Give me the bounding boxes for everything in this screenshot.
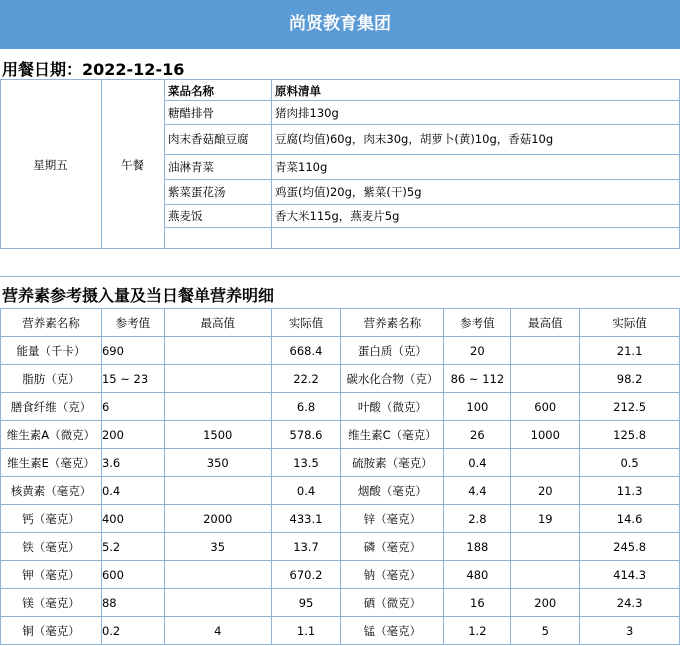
reference-value: 188 — [444, 533, 511, 561]
day-of-week: 星期五 — [33, 158, 68, 172]
nutrient-name: 能量（千卡） — [1, 337, 102, 365]
divider — [0, 248, 680, 249]
max-value: 2000 — [164, 505, 271, 533]
max-value — [164, 365, 271, 393]
reference-value: 400 — [101, 505, 164, 533]
nutrient-name: 磷（毫克） — [341, 533, 444, 561]
reference-value: 0.4 — [101, 477, 164, 505]
max-value: 1000 — [511, 421, 580, 449]
max-value — [164, 561, 271, 589]
column-header: 最高值 — [511, 309, 580, 337]
actual-value: 578.6 — [271, 421, 341, 449]
divider — [164, 79, 165, 249]
divider — [0, 276, 680, 277]
actual-value: 0.5 — [580, 449, 680, 477]
reference-value: 4.4 — [444, 477, 511, 505]
divider — [164, 154, 680, 155]
actual-value: 668.4 — [271, 337, 341, 365]
page-header: 尚贤教育集团 — [0, 0, 680, 49]
ingredients-header: 原料清单 — [275, 84, 321, 98]
table-row — [1, 561, 680, 589]
max-value: 19 — [511, 505, 580, 533]
table-row — [1, 589, 680, 617]
actual-value: 212.5 — [580, 393, 680, 421]
max-value: 5 — [511, 617, 580, 645]
column-header: 实际值 — [271, 309, 341, 337]
max-value — [511, 533, 580, 561]
max-value: 200 — [511, 589, 580, 617]
actual-value: 6.8 — [271, 393, 341, 421]
actual-value: 1.1 — [271, 617, 341, 645]
reference-value: 20 — [444, 337, 511, 365]
actual-value: 670.2 — [271, 561, 341, 589]
table-row — [1, 365, 680, 393]
max-value: 35 — [164, 533, 271, 561]
reference-value: 3.6 — [101, 449, 164, 477]
actual-value: 24.3 — [580, 589, 680, 617]
reference-value: 200 — [101, 421, 164, 449]
nutrient-name: 维生素E（毫克） — [1, 449, 102, 477]
nutrient-name: 烟酸（毫克） — [341, 477, 444, 505]
nutrient-name: 铜（毫克） — [1, 617, 102, 645]
nutrient-name: 锌（毫克） — [341, 505, 444, 533]
actual-value: 13.7 — [271, 533, 341, 561]
reference-value: 26 — [444, 421, 511, 449]
actual-value: 125.8 — [580, 421, 680, 449]
reference-value: 0.2 — [101, 617, 164, 645]
max-value — [164, 337, 271, 365]
meal-type: 午餐 — [121, 158, 144, 172]
dish-ingredients: 香大米115g，燕麦片5g — [275, 209, 400, 223]
divider — [0, 79, 680, 80]
nutrient-name: 锰（毫克） — [341, 617, 444, 645]
reference-value: 16 — [444, 589, 511, 617]
dish-name: 肉末香菇酿豆腐 — [168, 132, 249, 146]
nutrient-name: 铁（毫克） — [1, 533, 102, 561]
actual-value: 11.3 — [580, 477, 680, 505]
nutrient-name: 硫胺素（毫克） — [341, 449, 444, 477]
actual-value: 433.1 — [271, 505, 341, 533]
dish-ingredients: 猪肉排130g — [275, 106, 339, 120]
reference-value: 100 — [444, 393, 511, 421]
reference-value: 690 — [101, 337, 164, 365]
actual-value: 13.5 — [271, 449, 341, 477]
column-header: 参考值 — [101, 309, 164, 337]
table-row — [1, 421, 680, 449]
table-row — [1, 337, 680, 365]
nutrient-name: 钾（毫克） — [1, 561, 102, 589]
divider — [164, 124, 680, 125]
max-value — [511, 449, 580, 477]
nutrient-name: 核黄素（毫克） — [1, 477, 102, 505]
max-value — [511, 337, 580, 365]
nutrient-name: 钙（毫克） — [1, 505, 102, 533]
nutrient-name: 镁（毫克） — [1, 589, 102, 617]
reference-value: 480 — [444, 561, 511, 589]
actual-value: 0.4 — [271, 477, 341, 505]
reference-value: 6 — [101, 393, 164, 421]
max-value: 1500 — [164, 421, 271, 449]
divider — [164, 204, 680, 205]
max-value: 350 — [164, 449, 271, 477]
dish-ingredients: 青菜110g — [275, 160, 328, 174]
actual-value: 98.2 — [580, 365, 680, 393]
nutrition-title: 营养素参考摄入量及当日餐单营养明细 — [2, 286, 275, 305]
divider — [164, 100, 680, 101]
actual-value: 22.2 — [271, 365, 341, 393]
actual-value: 245.8 — [580, 533, 680, 561]
dish-name: 紫菜蛋花汤 — [168, 185, 226, 199]
table-row — [1, 505, 680, 533]
max-value — [164, 589, 271, 617]
dish-name: 燕麦饭 — [168, 209, 203, 223]
nutrient-name: 蛋白质（克） — [341, 337, 444, 365]
nutrient-name: 维生素C（毫克） — [341, 421, 444, 449]
column-header: 最高值 — [164, 309, 271, 337]
column-header: 参考值 — [444, 309, 511, 337]
table-row — [1, 477, 680, 505]
max-value: 600 — [511, 393, 580, 421]
divider — [164, 179, 680, 180]
nutrition-table — [0, 308, 680, 645]
max-value — [511, 365, 580, 393]
column-header: 营养素名称 — [341, 309, 444, 337]
reference-value: 88 — [101, 589, 164, 617]
dish-ingredients: 鸡蛋(均值)20g，紫菜(干)5g — [275, 185, 422, 199]
actual-value: 95 — [271, 589, 341, 617]
table-row — [1, 617, 680, 645]
table-row — [1, 449, 680, 477]
reference-value: 0.4 — [444, 449, 511, 477]
reference-value: 15 ~ 23 — [101, 365, 164, 393]
reference-value: 86 ~ 112 — [444, 365, 511, 393]
max-value: 4 — [164, 617, 271, 645]
table-row — [1, 393, 680, 421]
nutrient-name: 脂肪（克） — [1, 365, 102, 393]
nutrient-name: 叶酸（微克） — [341, 393, 444, 421]
reference-value: 600 — [101, 561, 164, 589]
nutrient-name: 维生素A（微克） — [1, 421, 102, 449]
divider — [164, 227, 680, 228]
dish-name: 油淋青菜 — [168, 160, 214, 174]
table-header-row — [1, 309, 680, 337]
reference-value: 2.8 — [444, 505, 511, 533]
max-value — [164, 393, 271, 421]
actual-value: 14.6 — [580, 505, 680, 533]
table-row — [1, 533, 680, 561]
actual-value: 414.3 — [580, 561, 680, 589]
nutrient-name: 膳食纤维（克） — [1, 393, 102, 421]
max-value — [164, 477, 271, 505]
nutrient-name: 硒（微克） — [341, 589, 444, 617]
actual-value: 3 — [580, 617, 680, 645]
dish-name-header: 菜品名称 — [168, 84, 214, 98]
reference-value: 5.2 — [101, 533, 164, 561]
column-header: 营养素名称 — [1, 309, 102, 337]
nutrient-name: 碳水化合物（克） — [341, 365, 444, 393]
max-value — [511, 561, 580, 589]
nutrient-name: 钠（毫克） — [341, 561, 444, 589]
dish-ingredients: 豆腐(均值)60g，肉末30g，胡萝卜(黄)10g，香菇10g — [275, 132, 554, 146]
meal-date: 用餐日期：2022-12-16 — [2, 60, 185, 79]
max-value: 20 — [511, 477, 580, 505]
dish-name: 糖醋排骨 — [168, 106, 214, 120]
column-header: 实际值 — [580, 309, 680, 337]
reference-value: 1.2 — [444, 617, 511, 645]
actual-value: 21.1 — [580, 337, 680, 365]
divider — [271, 79, 272, 249]
